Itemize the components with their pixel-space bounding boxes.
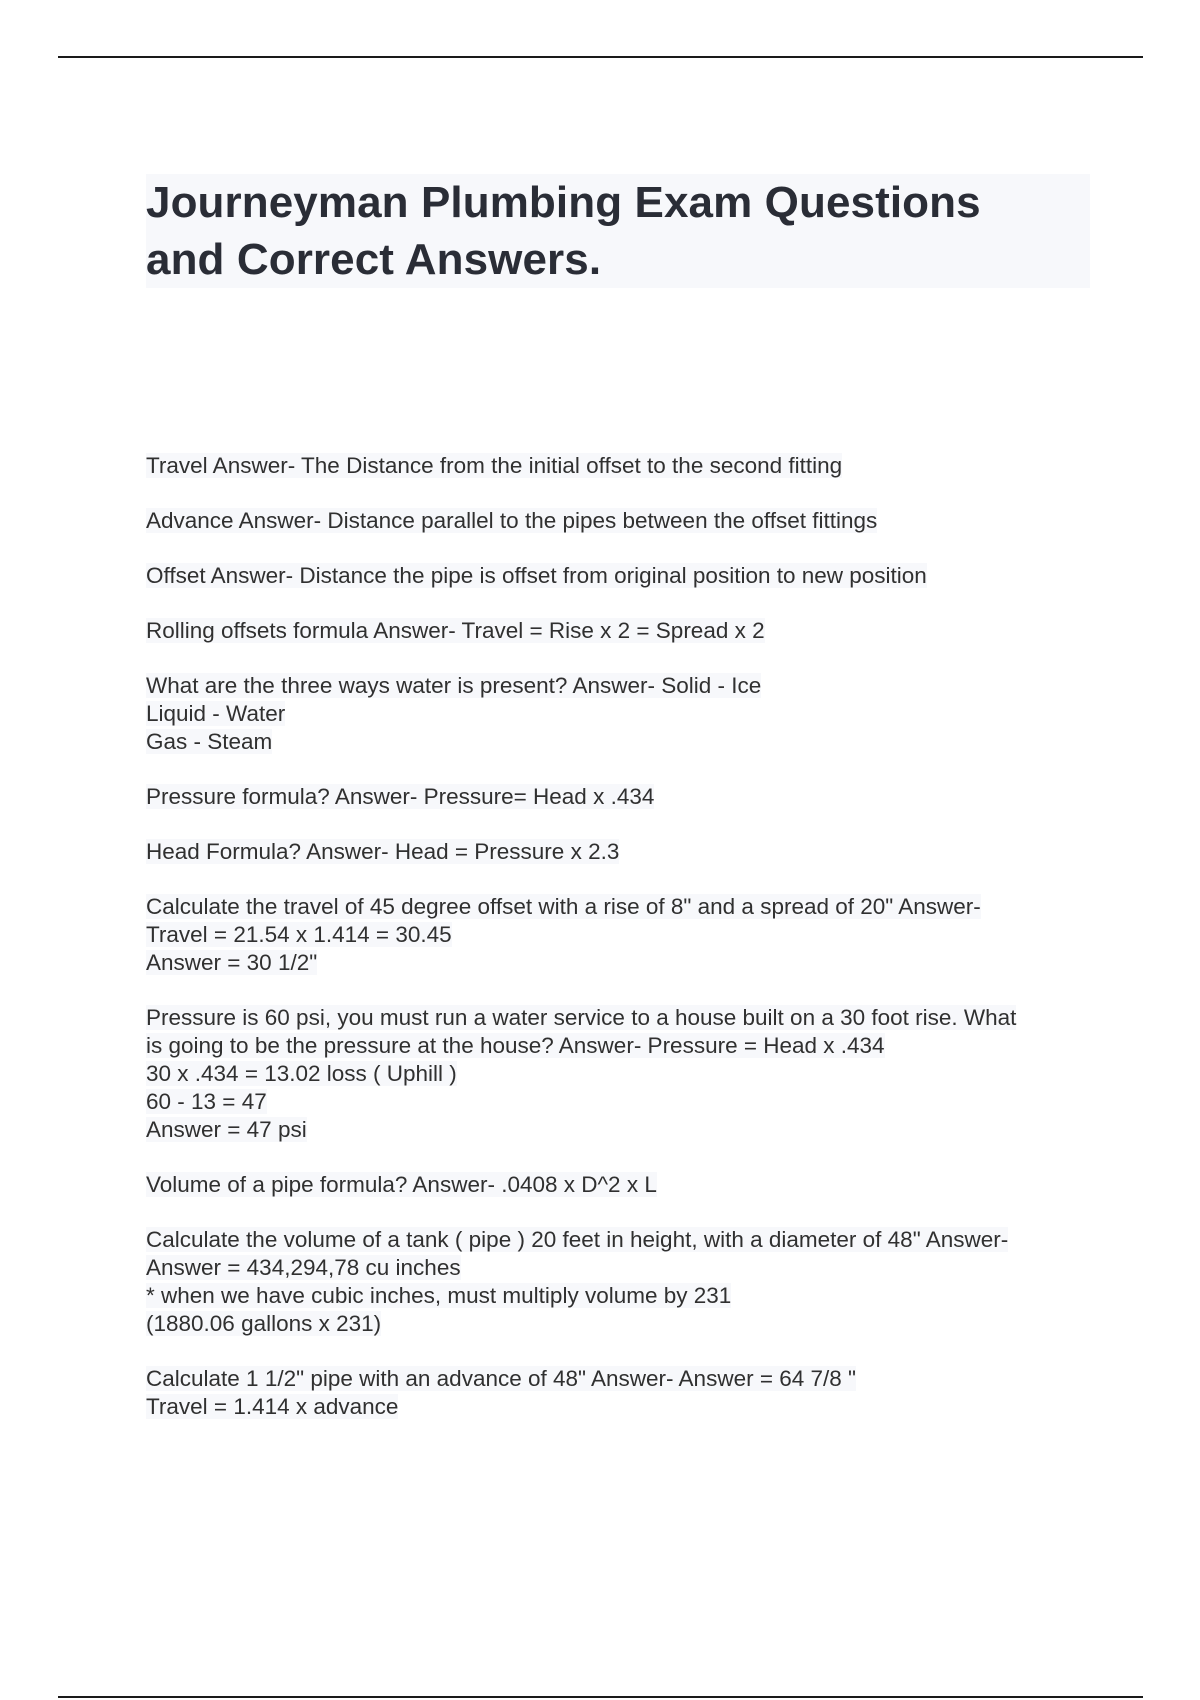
qa-line: * when we have cubic inches, must multiply volume by 231 [146,1283,732,1308]
qa-line: What are the three ways water is present? Answer- Solid - Ice [146,673,762,698]
qa-item [146,838,1090,866]
qa-line: Calculate the volume of a tank ( pipe ) 20 feet in height, with a diameter of 48" Answer- [146,1227,1009,1252]
qa-item [146,672,1090,756]
qa-line: Liquid - Water [146,701,286,726]
qa-line: Rolling offsets formula Answer- Travel = Rise x 2 = Spread x 2 [146,618,765,643]
qa-item [146,1365,1090,1421]
qa-line: Answer = 434,294,78 cu inches [146,1255,461,1280]
qa-line: Pressure is 60 psi, you must run a water service to a house built on a 30 foot rise. What [146,1005,1017,1030]
qa-item [146,507,1090,535]
qa-item [146,1004,1090,1144]
qa-line: Answer = 30 1/2" [146,950,318,975]
qa-item [146,893,1090,977]
qa-line: Travel Answer- The Distance from the initial offset to the second fitting [146,453,843,478]
qa-line: Gas - Steam [146,729,273,754]
top-rule [58,56,1143,58]
document-title [146,174,1090,288]
qa-line: Offset Answer- Distance the pipe is offset from original position to new position [146,563,927,588]
qa-item [146,1171,1090,1199]
title-line-2: and Correct Answers. [146,235,602,284]
qa-item [146,562,1090,590]
qa-line: 60 - 13 = 47 [146,1089,267,1114]
qa-line: (1880.06 gallons x 231) [146,1311,382,1336]
qa-item [146,783,1090,811]
qa-line: Calculate 1 1/2" pipe with an advance of 48" Answer- Answer = 64 7/8 " [146,1366,857,1391]
qa-line: Answer = 47 psi [146,1117,307,1142]
title-block [146,174,1090,288]
qa-line: Travel = 1.414 x advance [146,1394,399,1419]
qa-list [146,452,1090,1448]
qa-line: Volume of a pipe formula? Answer- .0408 x D^2 x L [146,1172,657,1197]
qa-item [146,452,1090,480]
qa-item [146,1226,1090,1338]
qa-line: 30 x .434 = 13.02 loss ( Uphill ) [146,1061,457,1086]
qa-line: Calculate the travel of 45 degree offset with a rise of 8" and a spread of 20" Answer- [146,894,981,919]
qa-line: Travel = 21.54 x 1.414 = 30.45 [146,922,452,947]
qa-line: Head Formula? Answer- Head = Pressure x 2.3 [146,839,620,864]
qa-item [146,617,1090,645]
title-line-1: Journeyman Plumbing Exam Questions [146,178,981,227]
qa-line: Pressure formula? Answer- Pressure= Head x .434 [146,784,655,809]
bottom-rule [58,1696,1143,1698]
qa-line: is going to be the pressure at the house? Answer- Pressure = Head x .434 [146,1033,885,1058]
qa-line: Advance Answer- Distance parallel to the pipes between the offset fittings [146,508,878,533]
